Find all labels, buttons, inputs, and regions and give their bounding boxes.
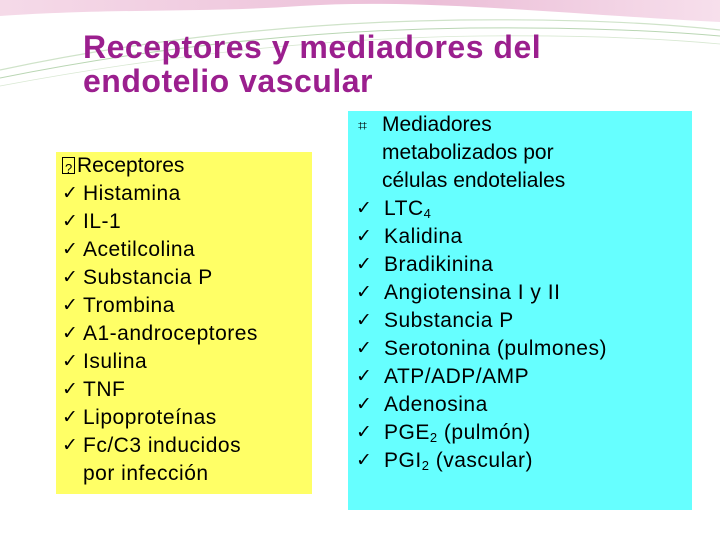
check-icon: ✓ xyxy=(356,422,373,443)
mediador-name: Angiotensina I y II xyxy=(384,281,561,304)
mediador-name: ATP/ADP/AMP xyxy=(384,365,530,388)
mediadores-panel xyxy=(348,111,692,510)
mediador-name: Serotonina (pulmones) xyxy=(384,337,607,360)
mediador-label xyxy=(384,251,493,279)
mediador-name: PGI xyxy=(384,449,422,472)
receptor-item xyxy=(62,292,312,320)
receptor-label: Lipoproteínas xyxy=(83,406,217,429)
mediadores-header-line-1: Mediadores xyxy=(382,113,492,136)
mediador-item xyxy=(356,279,692,307)
mediadores-header xyxy=(356,111,692,195)
mediador-subscript: 2 xyxy=(429,430,438,445)
check-icon: ✓ xyxy=(356,366,373,387)
mediadores-list xyxy=(356,195,692,475)
check-icon: ✓ xyxy=(62,323,79,344)
receptor-item-continuation xyxy=(62,460,312,488)
mediadores-header-line-3: células endoteliales xyxy=(382,169,566,192)
receptores-panel xyxy=(56,152,312,494)
mediador-name: Bradikinina xyxy=(384,253,494,276)
check-icon: ✓ xyxy=(356,450,373,471)
title-line-2: endotelio vascular xyxy=(83,63,373,99)
mediador-item xyxy=(356,391,692,419)
receptores-header xyxy=(62,152,312,180)
mediador-item xyxy=(356,419,692,447)
receptor-item xyxy=(62,208,312,236)
receptor-label: Histamina xyxy=(83,182,181,205)
mediador-item xyxy=(356,195,692,223)
mediador-note: (pulmón) xyxy=(437,421,531,444)
mediador-label xyxy=(384,279,560,307)
receptores-header-label: Receptores xyxy=(77,154,185,177)
check-icon: ✓ xyxy=(356,282,373,303)
mediador-label xyxy=(384,335,607,363)
mediador-item xyxy=(356,447,692,475)
receptor-item xyxy=(62,264,312,292)
check-icon: ✓ xyxy=(356,338,373,359)
bullet-icon: ⌗ xyxy=(358,118,368,135)
check-icon: ✓ xyxy=(62,267,79,288)
check-icon: ✓ xyxy=(62,239,79,260)
receptor-label: Substancia P xyxy=(83,266,213,289)
mediadores-header-label xyxy=(382,111,682,195)
mediador-subscript: 2 xyxy=(421,458,430,473)
receptor-item xyxy=(62,404,312,432)
check-icon: ✓ xyxy=(356,310,373,331)
mediador-label xyxy=(384,447,533,475)
receptor-label: TNF xyxy=(83,378,126,401)
mediador-name: Substancia P xyxy=(384,309,514,332)
check-icon: ✓ xyxy=(356,254,373,275)
mediador-item xyxy=(356,307,692,335)
mediador-label xyxy=(384,307,514,335)
receptor-item xyxy=(62,236,312,264)
receptor-item xyxy=(62,376,312,404)
receptor-label-continuation: por infección xyxy=(83,462,209,485)
receptor-label: Trombina xyxy=(83,294,175,317)
title-line-1: Receptores y mediadores del xyxy=(83,29,542,65)
check-icon: ✓ xyxy=(62,407,79,428)
mediadores-header-line-2: metabolizados por xyxy=(382,141,554,164)
check-icon: ✓ xyxy=(62,211,79,232)
mediador-label xyxy=(384,363,529,391)
receptores-list xyxy=(62,180,312,488)
receptor-item xyxy=(62,348,312,376)
mediador-note: (vascular) xyxy=(429,449,533,472)
mediador-name: Kalidina xyxy=(384,225,463,248)
mediador-item xyxy=(356,363,692,391)
check-icon: ✓ xyxy=(62,379,79,400)
mediador-item xyxy=(356,223,692,251)
page-title xyxy=(83,30,703,98)
check-icon: ✓ xyxy=(62,435,79,456)
receptor-label: Fc/C3 inducidos xyxy=(83,434,242,457)
mediador-label xyxy=(384,391,488,419)
mediador-name: Adenosina xyxy=(384,393,488,416)
check-icon: ✓ xyxy=(356,198,373,219)
mediador-name: LTC xyxy=(384,197,424,220)
mediador-label xyxy=(384,223,463,251)
receptor-label: A1-androceptores xyxy=(83,322,258,345)
check-icon: ✓ xyxy=(356,394,373,415)
receptor-label: IL-1 xyxy=(83,210,122,233)
receptor-label: Acetilcolina xyxy=(83,238,196,261)
missing-glyph-icon xyxy=(62,157,75,174)
mediador-subscript: 4 xyxy=(423,206,432,221)
receptor-item xyxy=(62,320,312,348)
check-icon: ✓ xyxy=(62,351,79,372)
mediador-item xyxy=(356,251,692,279)
mediador-name: PGE xyxy=(384,421,430,444)
receptor-label: Isulina xyxy=(83,350,148,373)
mediador-item xyxy=(356,335,692,363)
receptor-item xyxy=(62,180,312,208)
check-icon: ✓ xyxy=(356,226,373,247)
check-icon: ✓ xyxy=(62,183,79,204)
check-icon: ✓ xyxy=(62,295,79,316)
mediador-label xyxy=(384,195,431,223)
receptor-item xyxy=(62,432,312,460)
mediador-label xyxy=(384,419,531,447)
